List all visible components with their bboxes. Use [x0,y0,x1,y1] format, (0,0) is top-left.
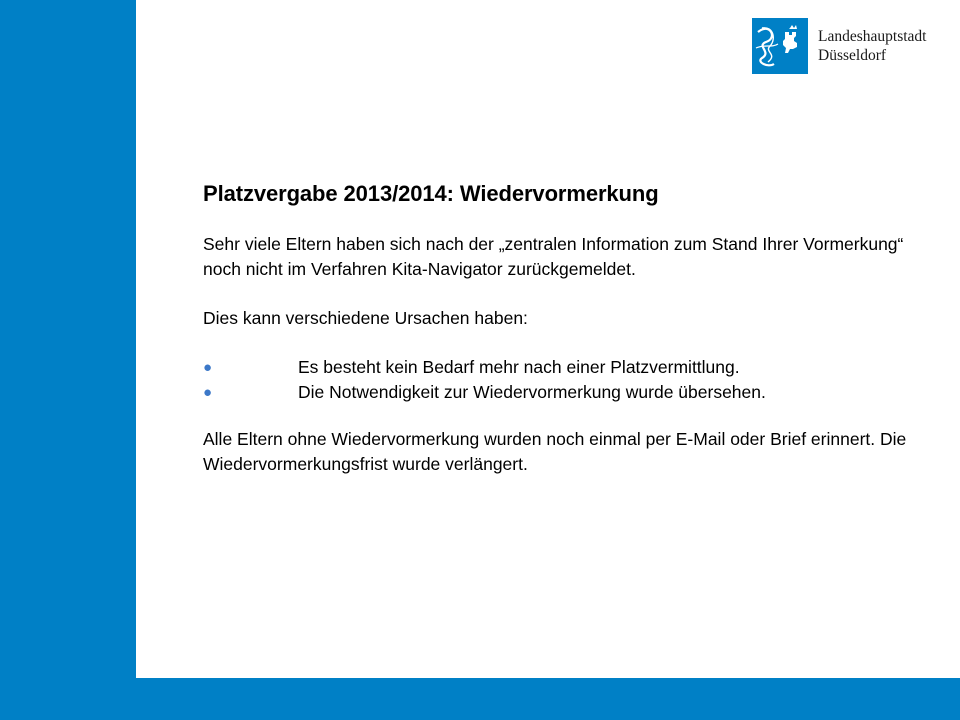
bullet-marker: ● [203,384,213,401]
slide-content [203,178,923,477]
bullet-item [203,380,923,405]
paragraph-causes: Dies kann verschiedene Ursachen haben: [203,308,528,328]
logo-line-1: Landeshauptstadt [818,28,927,45]
bottom-blue-bar [0,678,960,720]
paragraph-reminder: Alle Eltern ohne Wiedervormerkung wurden noch einmal per E-Mail oder Brief erinnert. Die Wiedervormerkungsfrist wurde verlängert. [203,429,907,474]
bullet-marker: ● [203,359,213,376]
slide-title: Platzvergabe 2013/2014: Wiedervormerkung [203,181,659,206]
logo-text [818,27,926,65]
city-logo [752,18,926,74]
paragraph-intro: Sehr viele Eltern haben sich nach der „zentralen Information zum Stand Ihrer Vormerkung“ noch nicht im Verfahren Kita-Navigator zurückgemeldet. [203,234,904,279]
bullet-item [203,355,923,380]
bullet-text: Die Notwendigkeit zur Wiedervormerkung wurde übersehen. [298,382,766,402]
logo-line-2: Düsseldorf [818,47,887,64]
duesseldorf-logo-icon [752,18,808,74]
bullet-list [203,355,923,405]
bullet-text: Es besteht kein Bedarf mehr nach einer Platzvermittlung. [298,357,740,377]
left-blue-bar [0,0,136,720]
